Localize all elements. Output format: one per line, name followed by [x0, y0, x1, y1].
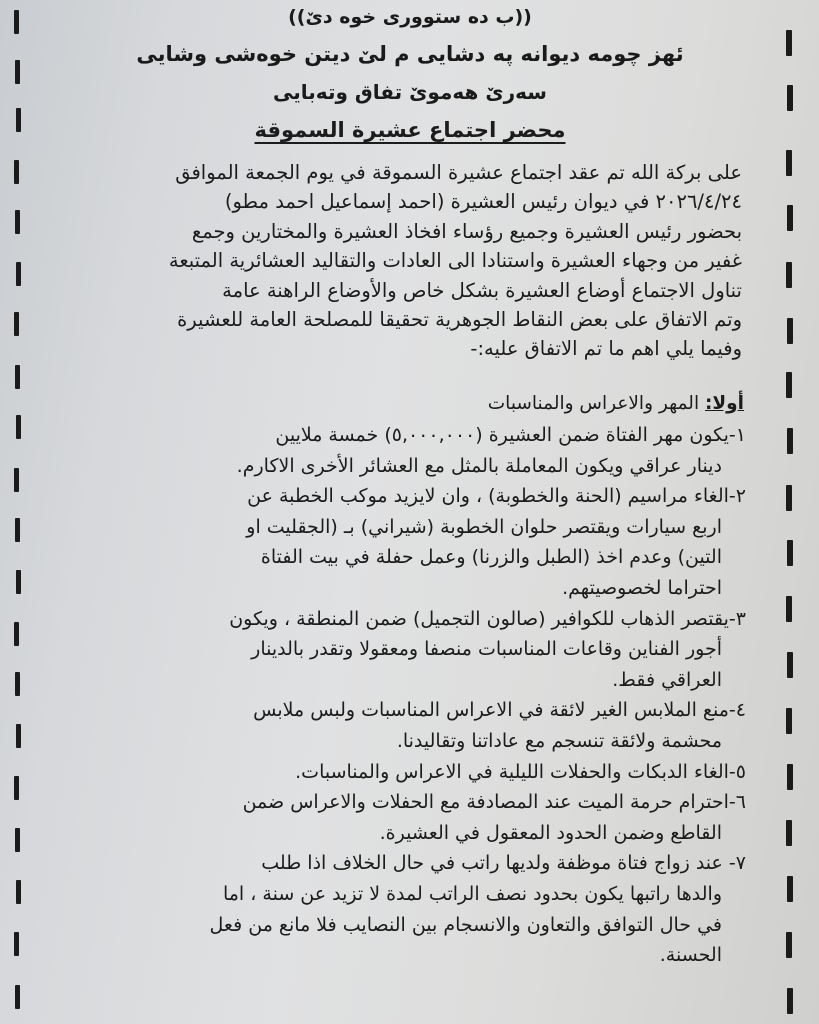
left-margin-mark [16, 108, 21, 132]
left-margin-mark [16, 570, 21, 594]
section-number: أولا: [704, 393, 744, 414]
item-3-line: ٣-يقتصر الذهاب للكوافير (صالون التجميل) ضمن المنطقة ، ويكون [229, 607, 746, 630]
right-margin-mark [787, 652, 793, 678]
item-2-line: اربع سيارات ويقتصر حلوان الخطوبة (شيراني) بـ (الجقليت او [246, 515, 722, 538]
right-margin-mark [787, 988, 793, 1014]
document-page [40, 0, 780, 1024]
left-margin-mark [16, 724, 21, 748]
right-margin-mark [786, 150, 792, 176]
right-margin-mark [787, 764, 793, 790]
right-margin-mark [786, 596, 792, 622]
left-margin-mark [16, 880, 21, 904]
left-margin-mark [14, 776, 19, 800]
left-margin-mark [16, 415, 21, 439]
item-1-line: ١-يكون مهر الفتاة ضمن العشيرة (٥,٠٠٠,٠٠٠) خمسة ملايين [275, 424, 746, 446]
left-margin-mark [15, 210, 20, 234]
item-6-line: ٦-احترام حرمة الميت عند المصادفة مع الحفلات والاعراس ضمن [242, 791, 746, 814]
intro-line: ٢٠٢٦/٤/٢٤ في ديوان رئيس العشيرة (احمد إسماعيل احمد مطو) [224, 190, 742, 214]
item-6-line: القاطع وضمن الحدود المعقول في العشيرة. [379, 821, 722, 844]
item-1-line: دينار عراقي ويكون المعاملة بالمثل مع العشائر الأخرى الاكارم. [236, 454, 722, 477]
left-margin-mark [15, 518, 20, 542]
right-margin-mark [787, 205, 793, 231]
left-margin-mark [14, 160, 19, 184]
item-3-line: أجور الفناين وقاعات المناسبات منصفا ومعقولا وتقدر بالدينار [251, 638, 722, 661]
left-margin-mark [14, 932, 19, 956]
right-margin-mark [786, 262, 792, 288]
left-margin-mark [14, 312, 19, 336]
intro-line: وفيما يلي اهم ما تم الاتفاق عليه:- [470, 337, 742, 361]
item-2-line: ٢-الغاء مراسيم (الحنة والخطوبة) ، وان لايزيد موكب الخطبة عن [247, 485, 746, 508]
item-3-line: العراقي فقط. [612, 668, 722, 691]
right-margin-mark [786, 372, 792, 398]
item-5-line: ٥-الغاء الدبكات والحفلات الليلية في الاعراس والمناسبات. [295, 760, 746, 783]
item-7-line: والدها راتبها يكون بحدود نصف الراتب لمدة لا تزيد عن سنة ، اما [222, 882, 722, 905]
right-margin-mark [787, 876, 793, 902]
intro-paragraph [50, 158, 742, 364]
right-margin-mark [786, 820, 792, 846]
intro-line: غفير من وجهاء العشيرة واستنادا الى العادات والتقاليد العشائرية المتبعة [168, 249, 742, 273]
intro-line: بحضور رئيس العشيرة وجميع رؤساء افخاذ العشيرة والمختارين وجمع [191, 219, 742, 243]
left-margin-mark [15, 365, 20, 389]
document-title: محضر اجتماع عشيرة السموقة [254, 118, 566, 142]
item-2-line: احتراما لخصوصيتهم. [562, 576, 722, 599]
right-margin-mark [786, 932, 792, 958]
intro-line: تناول الاجتماع أوضاع العشيرة بشكل خاص والأوضاع الراهنة عامة [222, 278, 742, 302]
left-margin-mark [16, 262, 21, 286]
left-margin-mark [15, 985, 20, 1009]
right-margin-mark [787, 540, 793, 566]
section-title-text: المهر والاعراس والمناسبات [487, 393, 705, 414]
right-margin-mark [787, 318, 793, 344]
section-heading [50, 390, 744, 418]
left-margin-mark [14, 622, 19, 646]
left-margin-mark [15, 672, 20, 696]
intro-line: على بركة الله تم عقد اجتماع عشيرة السموقة في يوم الجمعة الموافق [175, 161, 742, 184]
header-line-1: ((ب ده ستووری خوه دێ)) [288, 6, 532, 28]
right-margin-mark [786, 708, 792, 734]
left-margin-mark [15, 60, 20, 84]
right-margin-mark [787, 428, 793, 454]
left-margin-mark [15, 828, 20, 852]
item-7-line: في حال التوافق والتعاون والانسجام بين النصايب فلا مانع من فعل [209, 913, 722, 936]
item-7-line: ٧- عند زواج فتاة موظفة ولديها راتب في حال الخلاف اذا طلب [261, 852, 746, 875]
header-line-2: ئهز چومه دیوانه په دشایی م لێ دیتن خوەشی وشایی [136, 42, 684, 66]
right-margin-mark [786, 30, 792, 56]
intro-line: وتم الاتفاق على بعض النقاط الجوهرية تحقيقا للمصلحة العامة للعشيرة [177, 308, 742, 332]
items-list [48, 420, 746, 971]
item-2-line: التين) وعدم اخذ (الطبل والزرنا) وعمل حفلة في بيت الفتاة [260, 546, 722, 569]
left-margin-mark [14, 468, 19, 492]
header-line-3: سەرێ هەموێ تفاق وتەبایی [273, 80, 547, 104]
item-7-line: الحسنة. [659, 944, 722, 967]
right-margin-mark [787, 85, 793, 111]
item-4-line: محشمة ولائقة تنسجم مع عاداتنا وتقاليدنا. [396, 729, 722, 752]
item-4-line: ٤-منع الملابس الغير لائقة في الاعراس المناسبات ولبس ملابس [253, 699, 746, 722]
right-margin-mark [786, 485, 792, 511]
left-margin-mark [14, 10, 19, 34]
